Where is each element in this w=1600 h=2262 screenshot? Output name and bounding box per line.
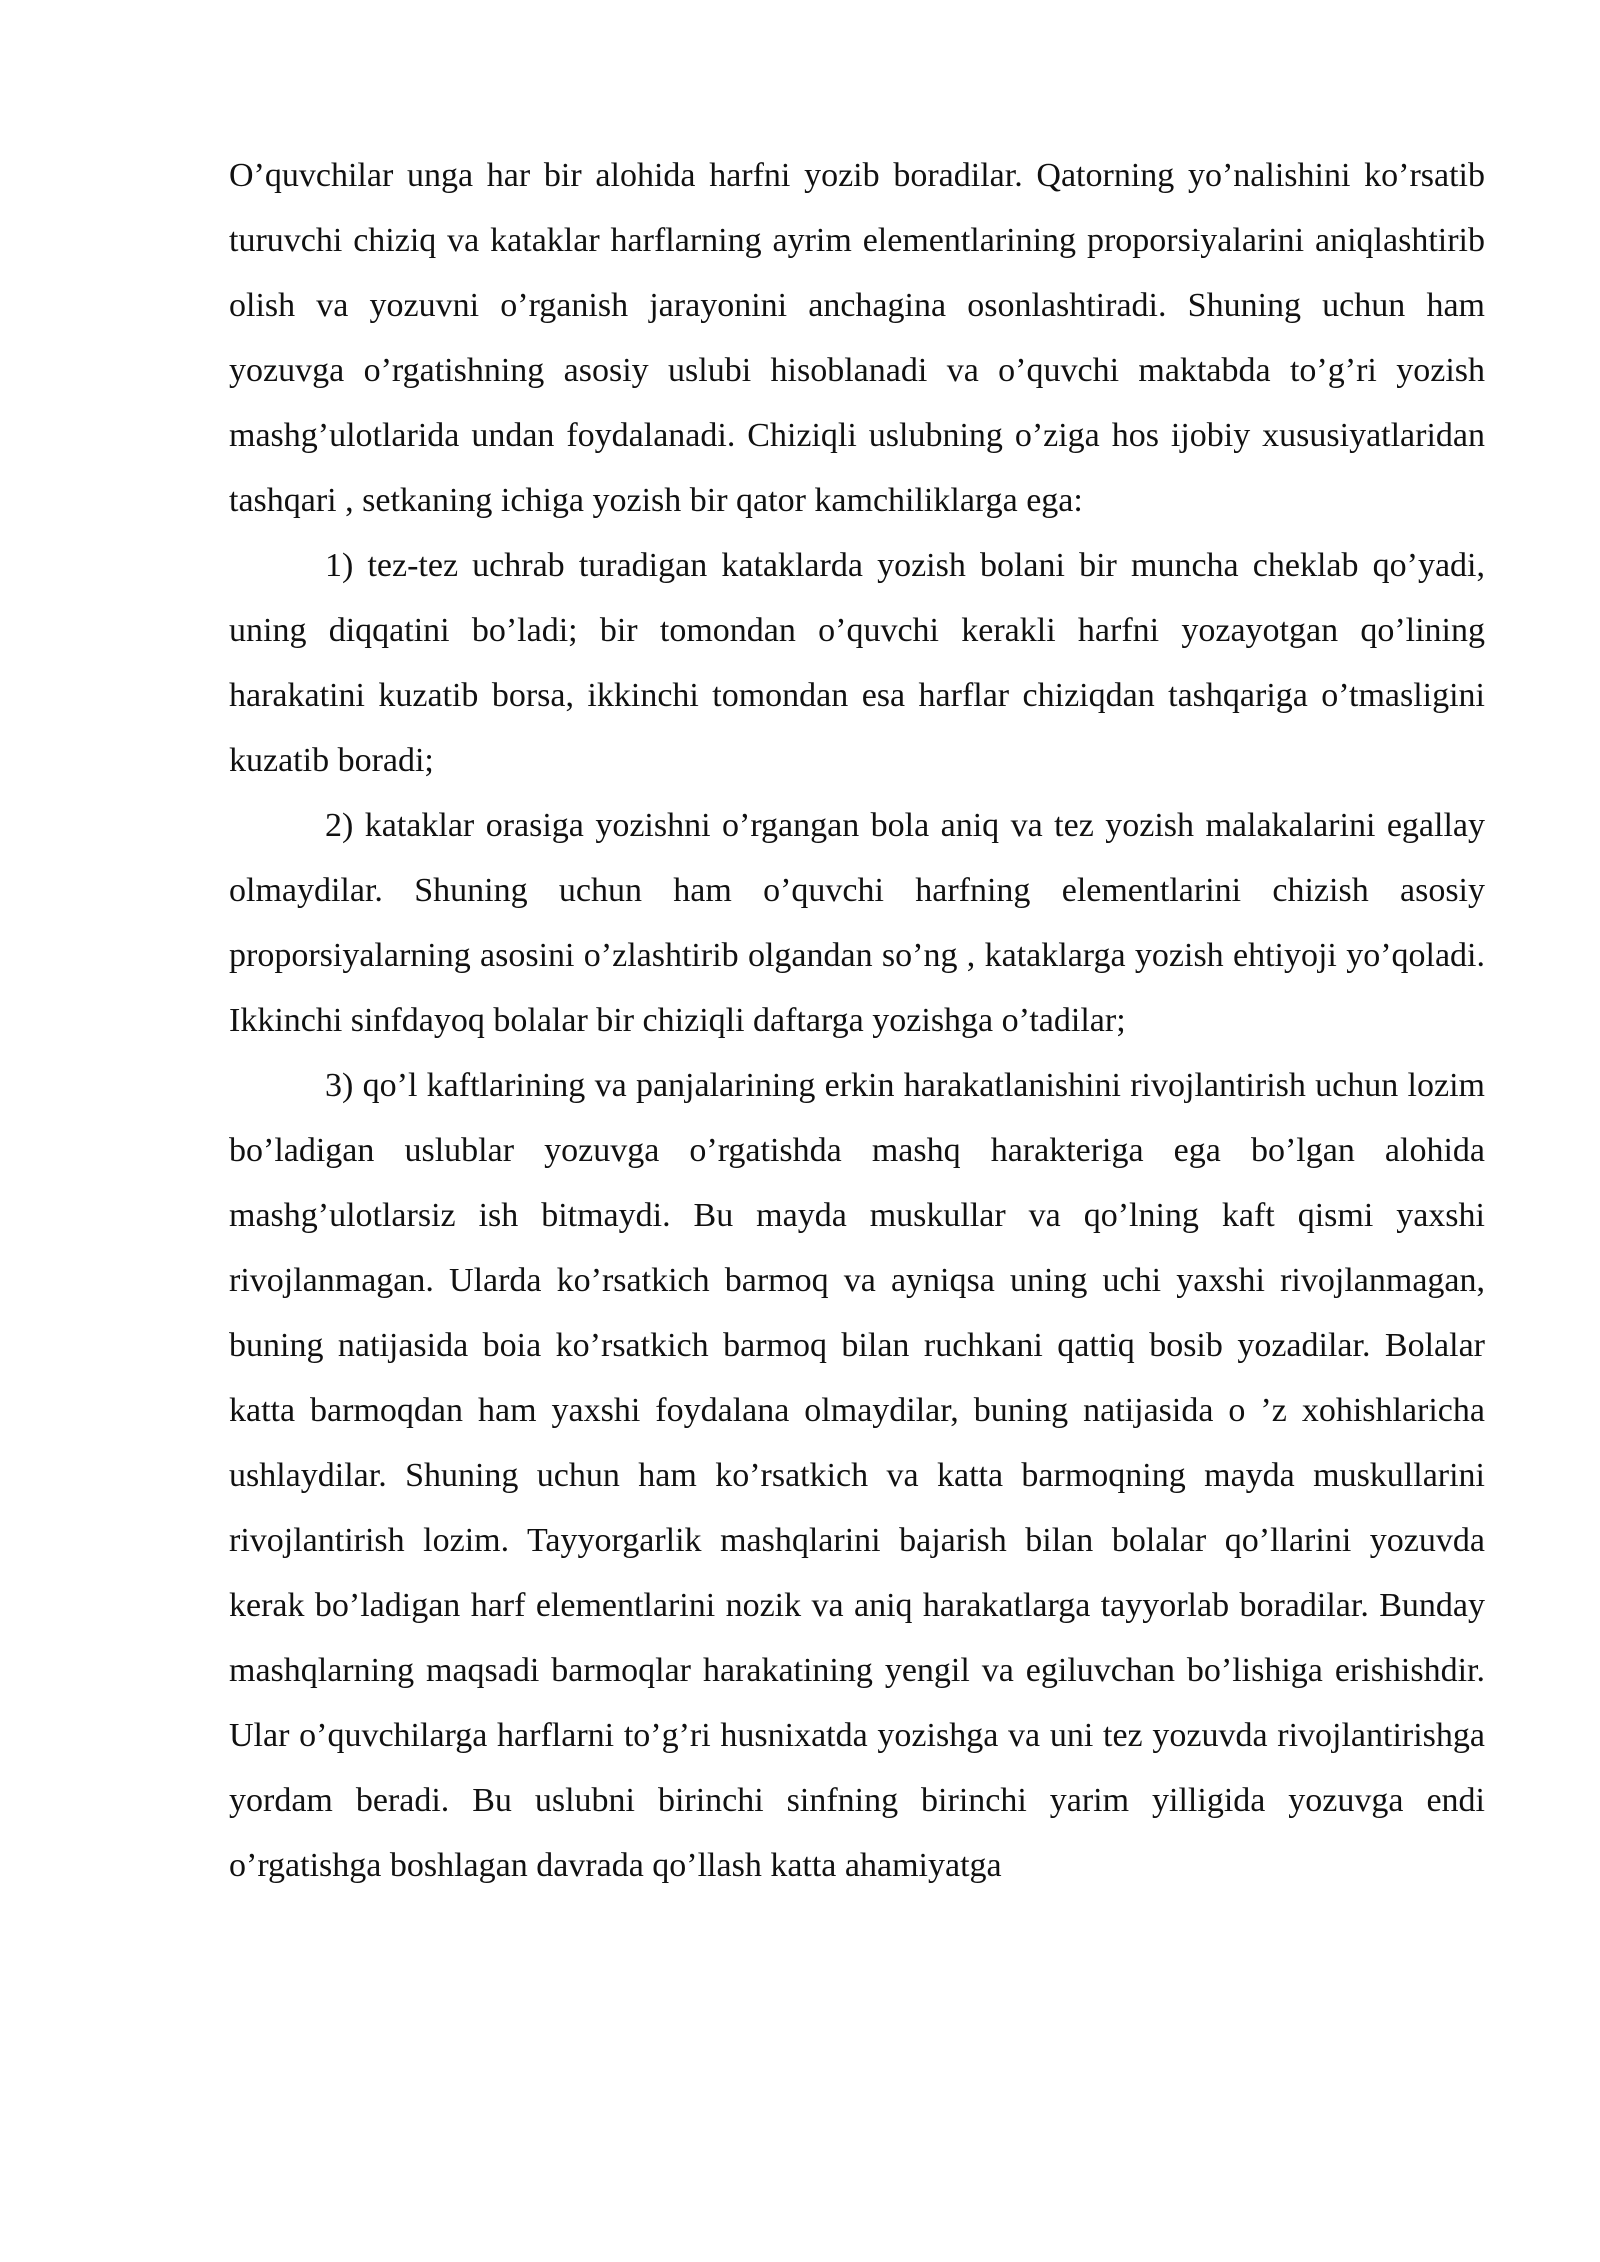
paragraph-intro: O’quvchilar unga har bir alohida harfni yozib boradilar. Qatorning yo’nalishini ko’rsatib turuvchi chiziq va kataklar harflarning ayrim elementlarining proporsiyalarini aniqlashtirib olish va yozuvni o’rganish jarayonini anchagina osonlashtiradi. Shuning uchun ham yozuvga o’rgatishning asosiy uslubi hisoblanadi va o’quvchi maktabda to’g’ri yozish mashg’ulotlarida undan foydalanadi. Chiziqli uslubning o’ziga hos ijobiy xususiyatlaridan tashqari , setkaning ichiga yozish bir qator kamchiliklarga ega:	[229, 157, 1485, 519]
document-body	[229, 143, 1485, 1898]
paragraph-point-2: 2) kataklar orasiga yozishni o’rgangan bola aniq va tez yozish malakalarini egallay olmaydilar. Shuning uchun ham o’quvchi harfning elementlarini chizish asosiy proporsiyalarning asosini o’zlashtirib olgandan so’ng , kataklarga yozish ehtiyoji yo’qoladi. Ikkinchi sinfdayoq bolalar bir chiziqli daftarga yozishga o’tadilar;	[229, 807, 1485, 1039]
paragraph-point-3: 3) qo’l kaftlarining va panjalarining erkin harakatlanishini rivojlantirish uchun lozim bo’ladigan uslublar yozuvga o’rgatishda mashq harakteriga ega bo’lgan alohida mashg’ulotlarsiz ish bitmaydi. Bu mayda muskullar va qo’lning kaft qismi yaxshi rivojlanmagan. Ularda ko’rsatkich barmoq va ayniqsa uning uchi yaxshi rivojlanmagan, buning natijasida boia ko’rsatkich barmoq bilan ruchkani qattiq bosib yozadilar. Bolalar katta barmoqdan ham yaxshi foydalana olmaydilar, buning natijasida o ’z xohishlaricha ushlaydilar. Shuning uchun ham ko’rsatkich va katta barmoqning mayda muskullarini rivojlantirish lozim. Tayyorgarlik mashqlarini bajarish bilan bolalar qo’llarini yozuvda kerak bo’ladigan harf elementlarini nozik va aniq harakatlarga tayyorlab boradilar. Bunday mashqlarning maqsadi barmoqlar harakatining yengil va egiluvchan bo’lishiga erishishdir. Ular o’quvchilarga harflarni to’g’ri husnixatda yozishga va uni tez yozuvda rivojlantirishga yordam beradi. Bu uslubni birinchi sinfning birinchi yarim yilligida yozuvga endi o’rgatishga boshlagan davrada qo’llash katta ahamiyatga	[229, 1067, 1485, 1884]
paragraph-point-1: 1) tez-tez uchrab turadigan kataklarda yozish bolani bir muncha cheklab qo’yadi, uning diqqatini bo’ladi; bir tomondan o’quvchi kerakli harfni yozayotgan qo’lining harakatini kuzatib borsa, ikkinchi tomondan esa harflar chiziqdan tashqariga o’tmasligini kuzatib boradi;	[229, 547, 1485, 779]
